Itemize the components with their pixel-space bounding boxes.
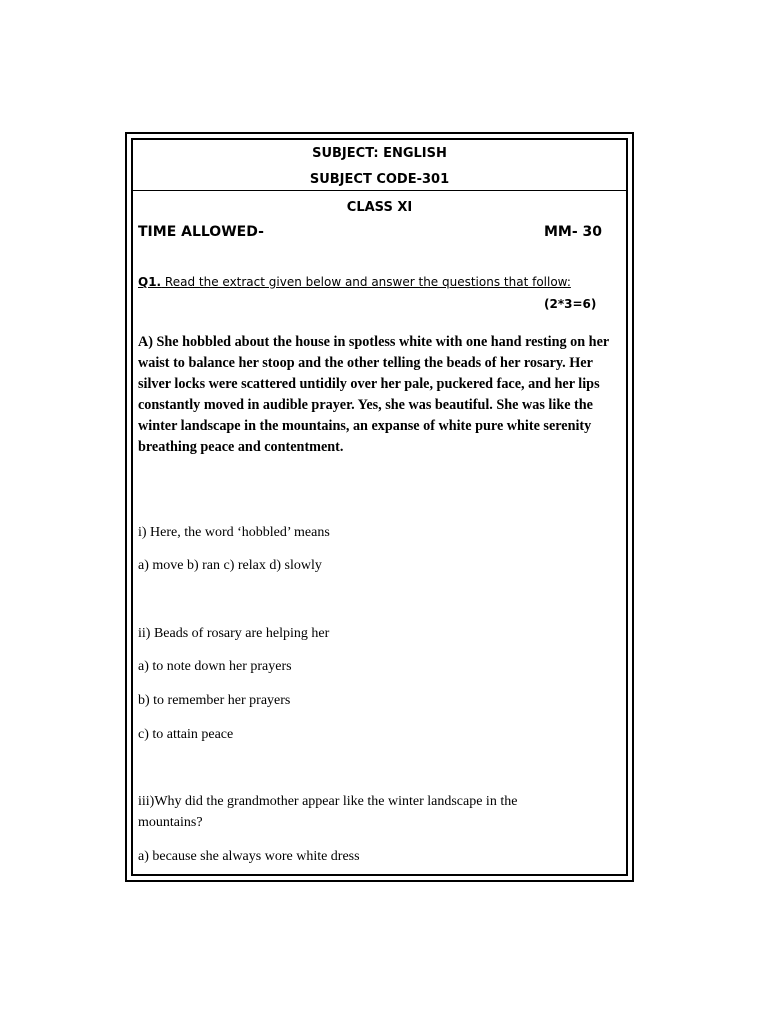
sub-question-2: ii) Beads of rosary are helping her: [138, 626, 330, 641]
sub-question-1: i) Here, the word ‘hobbled’ means: [138, 525, 330, 540]
sub-question-2-option-b: b) to remember her prayers: [138, 693, 291, 708]
header-box: [133, 140, 626, 191]
question-1-label: Q1.: [138, 275, 162, 289]
exam-sheet-inner-border: [131, 138, 628, 876]
question-1-instruction: [138, 275, 571, 289]
sub-question-3-option-a: a) because she always wore white dress: [138, 849, 360, 864]
time-allowed: TIME ALLOWED-: [138, 224, 264, 240]
question-1-text: Read the extract given below and answer the questions that follow:: [161, 275, 571, 289]
sub-question-1-options: a) move b) ran c) relax d) slowly: [138, 558, 322, 573]
sub-question-2-option-c: c) to attain peace: [138, 727, 234, 742]
exam-sheet-border: [125, 132, 634, 882]
subject-code-heading: SUBJECT CODE-301: [309, 172, 450, 187]
max-marks: MM- 30: [544, 224, 603, 240]
sub-question-3-line-2: mountains?: [138, 815, 203, 830]
extract-passage: A) She hobbled about the house in spotless white with one hand resting on her waist to balance her stoop and the other telling the beads of her rosary. Her silver locks were scattered untidily over her pale, puckered face, and her lips constantly moved in audible prayer. Yes, she was beautiful. She was like the winter landscape in the mountains, an expanse of white pure white serenity breathing peace and contentment.: [138, 334, 609, 455]
class-heading: CLASS XI: [346, 200, 413, 215]
subject-heading: SUBJECT: ENGLISH: [312, 146, 447, 161]
question-1-marks: (2*3=6): [544, 297, 597, 311]
sub-question-2-option-a: a) to note down her prayers: [138, 659, 292, 674]
sub-question-3-line-1: iii)Why did the grandmother appear like the winter landscape in the: [138, 794, 518, 809]
